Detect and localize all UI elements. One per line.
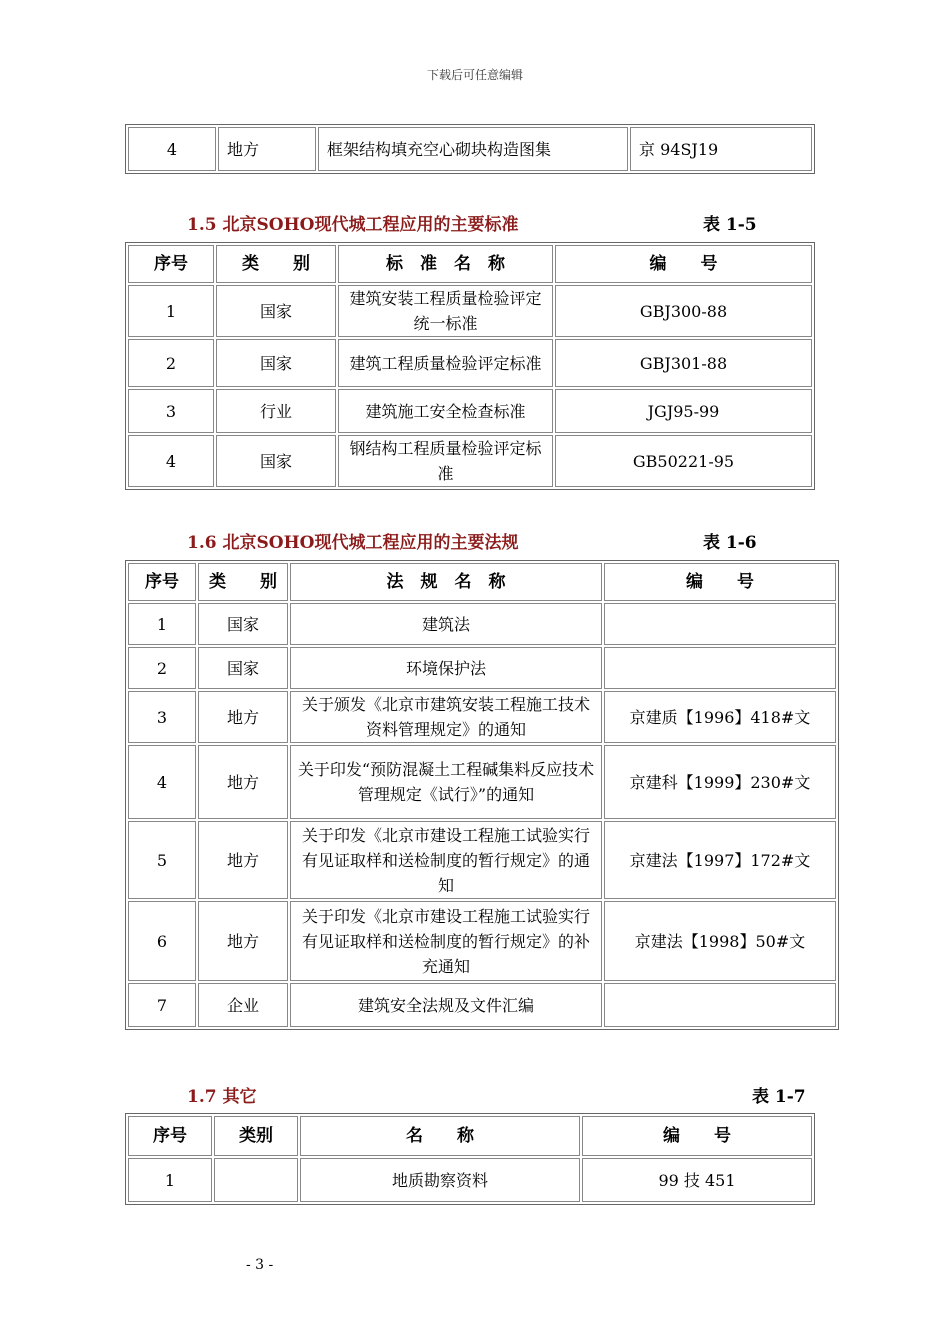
cell-name: 建筑工程质量检验评定标准: [338, 339, 553, 387]
cell-name: 建筑安全法规及文件汇编: [290, 983, 602, 1027]
cell-seq: 5: [128, 821, 196, 899]
cell-category: 地方: [198, 821, 288, 899]
cell-name: 关于印发“预防混凝土工程碱集料反应技术管理规定《试行》”的通知: [290, 745, 602, 819]
cell-seq: 4: [128, 745, 196, 819]
cell-code: GBJ301-88: [555, 339, 812, 387]
cell-code: [604, 603, 836, 645]
table-row: [128, 285, 812, 337]
header-category: 类别: [214, 1116, 298, 1156]
cell-seq: 1: [128, 603, 196, 645]
header-seq: 序号: [128, 1116, 212, 1156]
cell-seq: 3: [128, 389, 214, 433]
table-row: [128, 1158, 812, 1202]
table-top: [125, 124, 815, 174]
table-1-7: [125, 1113, 815, 1205]
table-row: [128, 901, 836, 981]
cell-code: 京建质【1996】418#文: [604, 691, 836, 743]
header-code: 编 号: [582, 1116, 812, 1156]
table-row: [128, 389, 812, 433]
cell-category: 地方: [218, 127, 316, 171]
table-row: [128, 983, 836, 1027]
header-category: 类 别: [198, 563, 288, 601]
header-name: 名 称: [300, 1116, 580, 1156]
cell-category: 国家: [216, 435, 336, 487]
header-note: 下载后可任意编辑: [426, 68, 523, 82]
table-row: [128, 603, 836, 645]
table-row: [128, 435, 812, 487]
section-title-1-7: 1.7 其它: [187, 1087, 257, 1107]
cell-seq: 6: [128, 901, 196, 981]
cell-name: 建筑法: [290, 603, 602, 645]
cell-seq: 4: [128, 127, 216, 171]
table-row: [128, 127, 812, 171]
cell-code: JGJ95-99: [555, 389, 812, 433]
header-name: 法 规 名 称: [290, 563, 602, 601]
table-label-1-6: 表 1-6: [703, 533, 757, 553]
header-code: 编 号: [555, 245, 812, 283]
header-category: 类 别: [216, 245, 336, 283]
cell-code: 京建科【1999】230#文: [604, 745, 836, 819]
cell-name: 钢结构工程质量检验评定标准: [338, 435, 553, 487]
cell-seq: 1: [128, 285, 214, 337]
cell-category: [214, 1158, 298, 1202]
cell-category: 国家: [198, 603, 288, 645]
cell-code: 京建法【1998】50#文: [604, 901, 836, 981]
cell-name: 关于印发《北京市建设工程施工试验实行有见证取样和送检制度的暂行规定》的通知: [290, 821, 602, 899]
cell-name: 地质勘察资料: [300, 1158, 580, 1202]
cell-name: 建筑安装工程质量检验评定统一标准: [338, 285, 553, 337]
cell-name: 建筑施工安全检查标准: [338, 389, 553, 433]
cell-category: 行业: [216, 389, 336, 433]
header-code: 编 号: [604, 563, 836, 601]
header-seq: 序号: [128, 563, 196, 601]
cell-seq: 3: [128, 691, 196, 743]
cell-code: 京建法【1997】172#文: [604, 821, 836, 899]
cell-code: 99 技 451: [582, 1158, 812, 1202]
cell-code: GBJ300-88: [555, 285, 812, 337]
header-seq: 序号: [128, 245, 214, 283]
header-name: 标 准 名 称: [338, 245, 553, 283]
cell-seq: 4: [128, 435, 214, 487]
cell-seq: 2: [128, 647, 196, 689]
table-1-5: [125, 242, 815, 490]
table-row: [128, 647, 836, 689]
cell-name: 关于颁发《北京市建筑安装工程施工技术资料管理规定》的通知: [290, 691, 602, 743]
section-title-1-6: 1.6 北京SOHO现代城工程应用的主要法规: [187, 533, 519, 553]
page-number: - 3 -: [246, 1257, 274, 1273]
cell-seq: 7: [128, 983, 196, 1027]
table-header-row: [128, 563, 836, 601]
cell-code: GB50221-95: [555, 435, 812, 487]
table-row: [128, 691, 836, 743]
table-label-1-7: 表 1-7: [752, 1087, 806, 1107]
table-row: [128, 339, 812, 387]
cell-name: 关于印发《北京市建设工程施工试验实行有见证取样和送检制度的暂行规定》的补充通知: [290, 901, 602, 981]
cell-name: 框架结构填充空心砌块构造图集: [318, 127, 628, 171]
cell-code: 京 94SJ19: [630, 127, 812, 171]
table-row: [128, 821, 836, 899]
cell-seq: 2: [128, 339, 214, 387]
cell-name: 环境保护法: [290, 647, 602, 689]
cell-code: [604, 983, 836, 1027]
cell-category: 国家: [198, 647, 288, 689]
cell-category: 企业: [198, 983, 288, 1027]
cell-category: 国家: [216, 285, 336, 337]
cell-category: 地方: [198, 691, 288, 743]
table-1-6: [125, 560, 839, 1030]
cell-category: 国家: [216, 339, 336, 387]
cell-category: 地方: [198, 745, 288, 819]
cell-code: [604, 647, 836, 689]
table-label-1-5: 表 1-5: [703, 215, 757, 235]
table-header-row: [128, 245, 812, 283]
cell-category: 地方: [198, 901, 288, 981]
section-title-1-5: 1.5 北京SOHO现代城工程应用的主要标准: [187, 215, 519, 235]
table-row: [128, 745, 836, 819]
cell-seq: 1: [128, 1158, 212, 1202]
table-header-row: [128, 1116, 812, 1156]
